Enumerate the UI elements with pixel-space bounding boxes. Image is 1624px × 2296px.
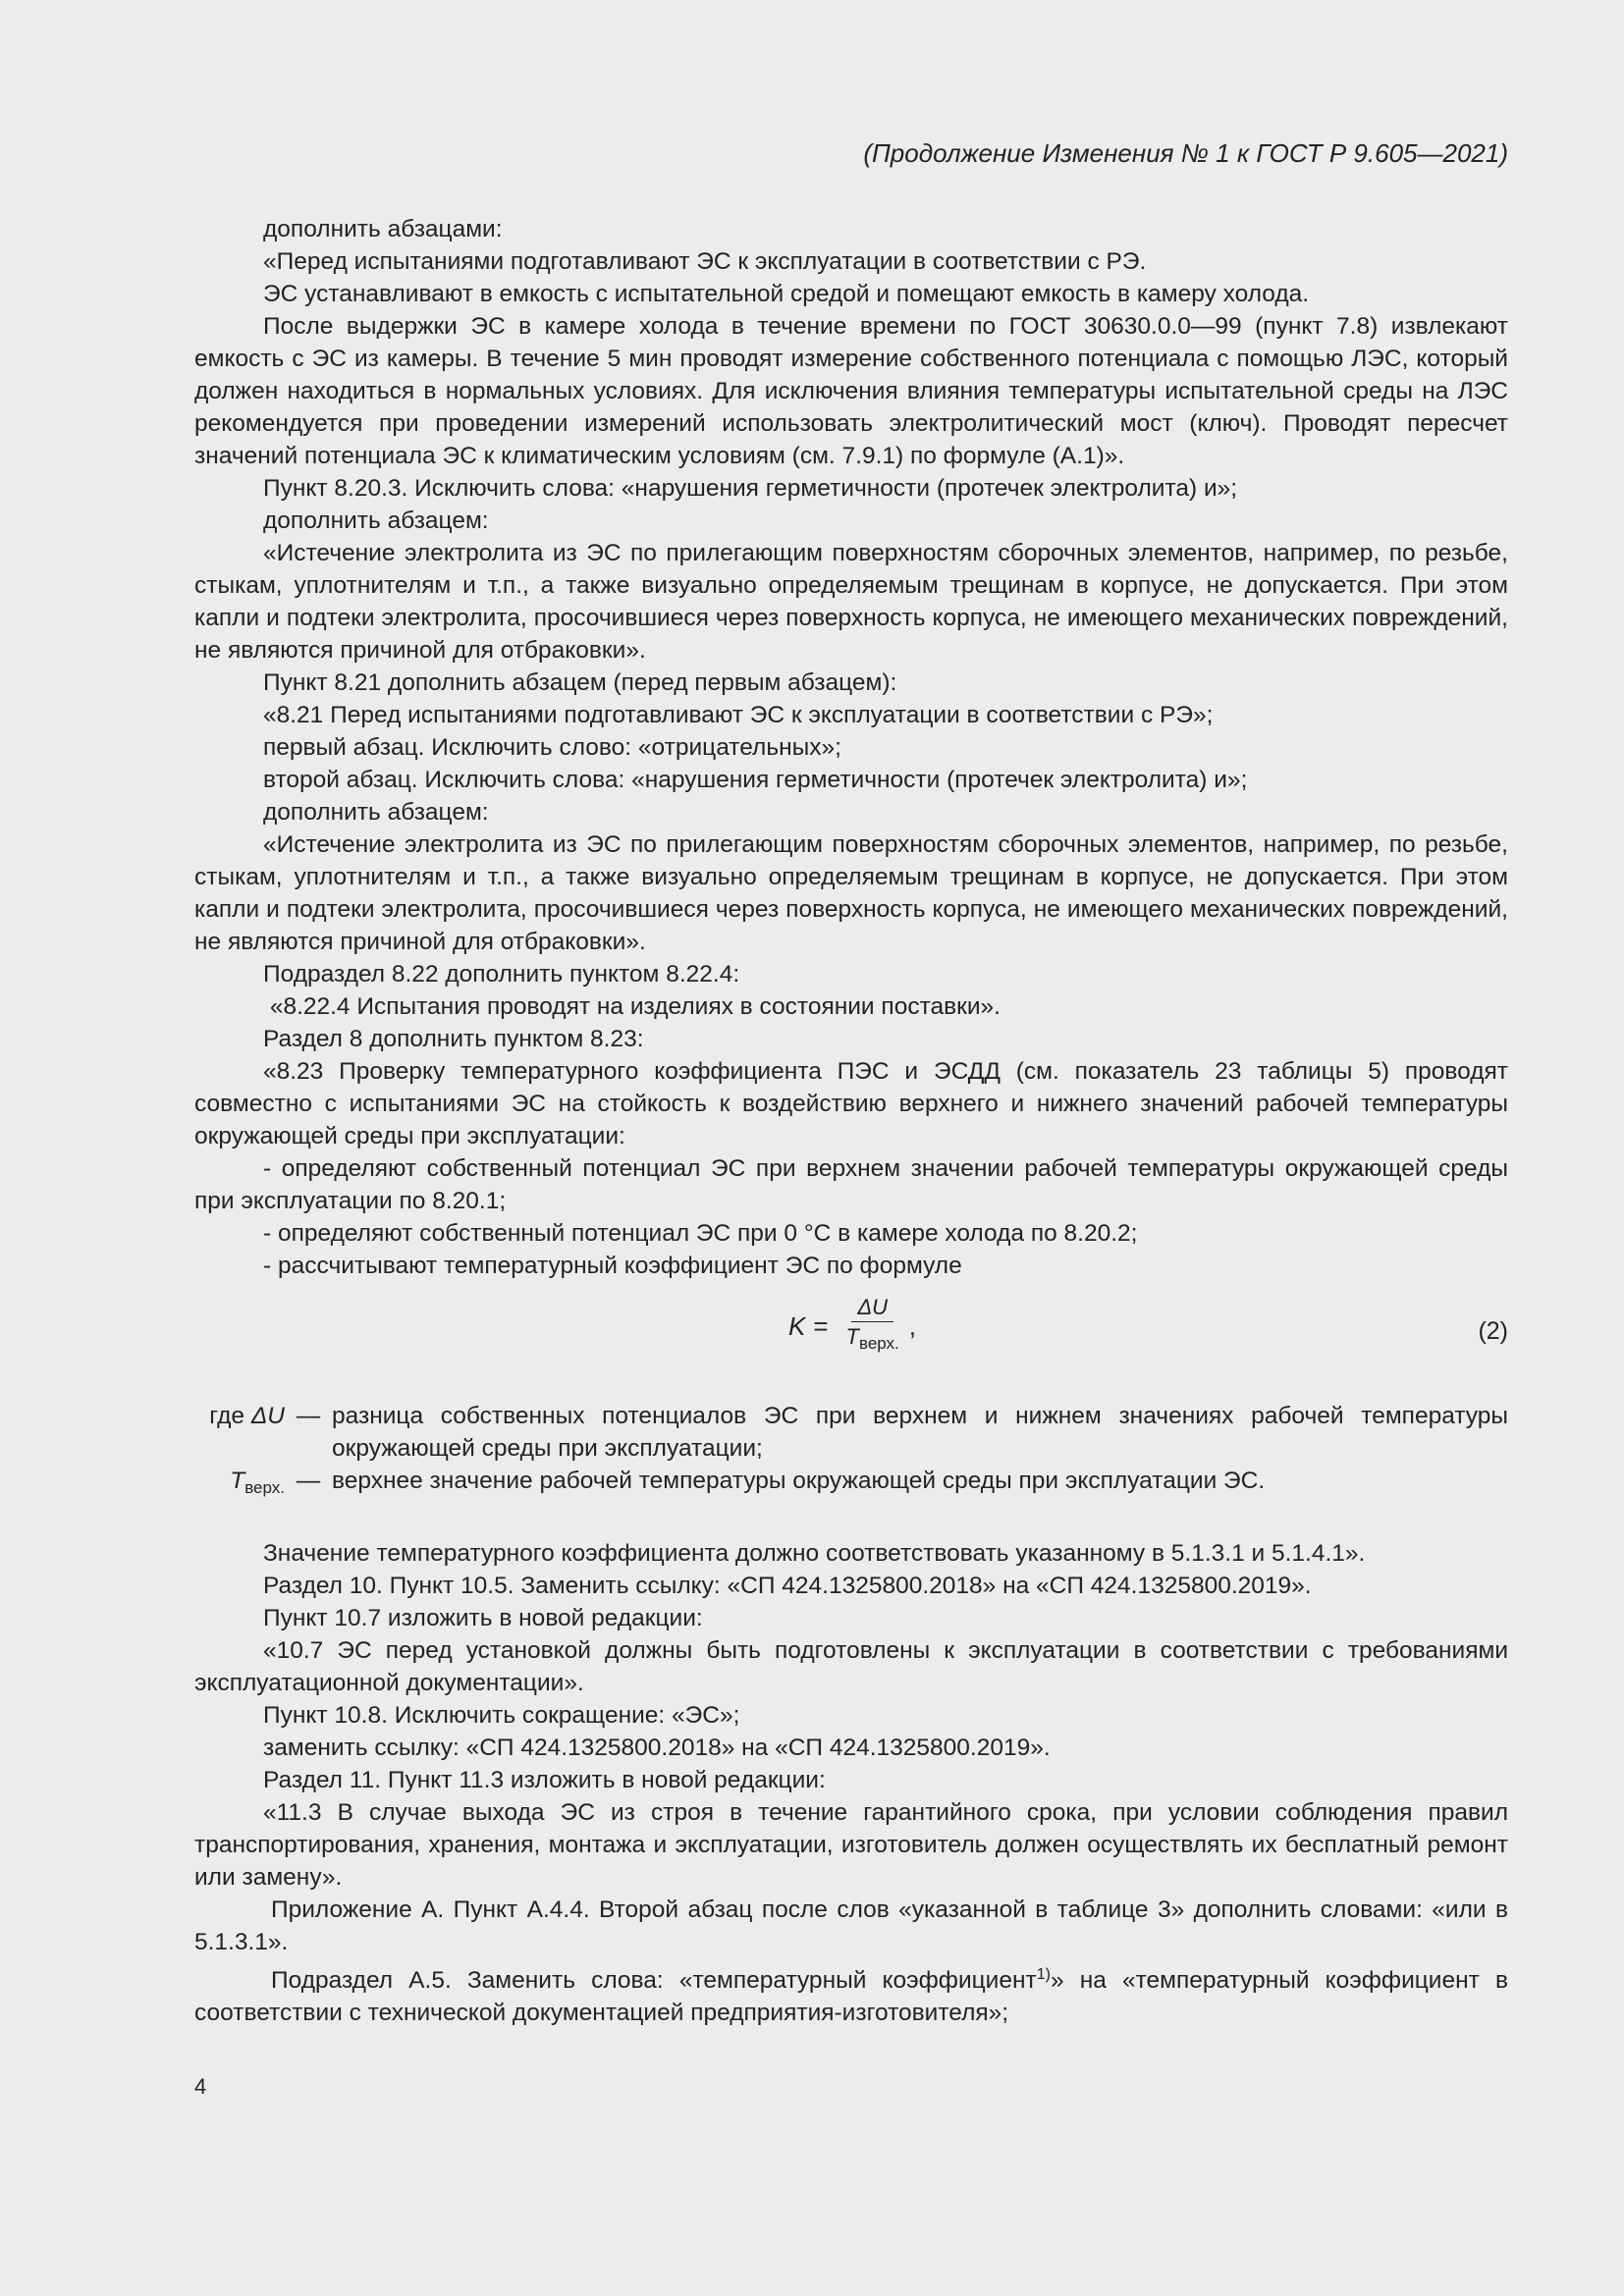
paragraph: После выдержки ЭС в камере холода в течение времени по ГОСТ 30630.0.0—99 (пункт 7.8) извлекают емкость с ЭС из камеры. В течение 5 мин проводят измерение собственного потенциала с помощью ЛЭС, который должен находиться в нормальных условиях. Для исключения влияния температуры испытательной среды на ЛЭС рекомендуется при проведении измерений использовать электролитический мост (ключ). Проводят пересчет значений потенциала ЭС к климатическим условиям (см. 7.9.1) по формуле (А.1)». bbox=[194, 313, 1508, 469]
formula-expression bbox=[788, 1294, 916, 1359]
legend-sym-sub: верх. bbox=[244, 1478, 285, 1497]
formula-numerator: ΔU bbox=[851, 1294, 893, 1322]
formula-den-main: T bbox=[845, 1324, 859, 1349]
legend-text: разница собственных потенциалов ЭС при верхнем и нижнем значениях рабочей температуры окружающей среды при эксплуатации; bbox=[332, 1403, 1508, 1462]
formula-fraction bbox=[840, 1294, 905, 1359]
legend-text: верхнее значение рабочей температуры окружающей среды при эксплуатации ЭС. bbox=[332, 1468, 1266, 1494]
paragraph: Пункт 10.8. Исключить сокращение: «ЭС»; bbox=[263, 1702, 740, 1729]
text-block-b bbox=[194, 1537, 1508, 2029]
paragraph: дополнить абзацами: bbox=[263, 216, 503, 242]
legend-prefix: где bbox=[209, 1403, 251, 1429]
paragraph: заменить ссылку: «СП 424.1325800.2018» на «СП 424.1325800.2019». bbox=[263, 1735, 1051, 1761]
last-para-after: » на «температурный коэффициент в соответствии с технической документацией предприятия-изготовителя»; bbox=[194, 1967, 1508, 2026]
paragraph: Приложение А. Пункт А.4.4. Второй абзац после слов «указанной в таблице 3» дополнить словами: «или в 5.1.3.1». bbox=[194, 1896, 1508, 1955]
paragraph: первый абзац. Исключить слово: «отрицательных»; bbox=[263, 734, 841, 761]
text-block-a bbox=[194, 213, 1508, 1282]
paragraph-last bbox=[194, 1958, 1508, 2029]
paragraph: «11.3 В случае выхода ЭС из строя в течение гарантийного срока, при условии соблюдения правил транспортирования, хранения, монтажа и эксплуатации, изготовитель должен осуществлять их бесплатный ремонт или замену». bbox=[194, 1799, 1508, 1891]
legend-dash: — bbox=[296, 1403, 321, 1429]
last-para-before: Подраздел А.5. Заменить слова: «температурный коэффициент bbox=[271, 1967, 1037, 1994]
formula-2 bbox=[194, 1294, 1508, 1372]
legend-sym: T bbox=[230, 1468, 245, 1494]
formula-tail: , bbox=[908, 1310, 917, 1341]
formula-denominator bbox=[840, 1322, 905, 1359]
footnote-ref: 1) bbox=[1036, 1966, 1051, 1983]
legend-dash: — bbox=[296, 1468, 321, 1494]
paragraph: «Истечение электролита из ЭС по прилегающим поверхностям сборочных элементов, например, по резьбе, стыкам, уплотнителям и т.п., а также визуально определяемым трещинам в корпусе, не допускается. При этом капли и подтеки электролита, просочившиеся через поверхность корпуса, не имеющего механических повреждений, не являются причиной для отбраковки». bbox=[194, 831, 1508, 955]
paragraph: «8.21 Перед испытаниями подготавливают ЭС к эксплуатации в соответствии с РЭ»; bbox=[263, 702, 1214, 728]
paragraph: Раздел 8 дополнить пунктом 8.23: bbox=[263, 1026, 644, 1052]
paragraph: Пункт 10.7 изложить в новой редакции: bbox=[263, 1605, 703, 1631]
formula-legend bbox=[194, 1400, 1508, 1504]
paragraph: - определяют собственный потенциал ЭС при 0 °С в камере холода по 8.20.2; bbox=[263, 1220, 1138, 1247]
page-header: (Продолжение Изменения № 1 к ГОСТ Р 9.605—2021) bbox=[863, 138, 1508, 168]
legend-symbol bbox=[189, 1465, 285, 1504]
paragraph: Раздел 10. Пункт 10.5. Заменить ссылку: «СП 424.1325800.2018» на «СП 424.1325800.2019». bbox=[263, 1573, 1312, 1599]
paragraph: «Истечение электролита из ЭС по прилегающим поверхностям сборочных элементов, например, по резьбе, стыкам, уплотнителям и т.п., а также визуально определяемым трещинам в корпусе, не допускается. При этом капли и подтеки электролита, просочившиеся через поверхность корпуса, не имеющего механических повреждений, не являются причиной для отбраковки». bbox=[194, 540, 1508, 664]
paragraph: Пункт 8.20.3. Исключить слова: «нарушения герметичности (протечек электролита) и»; bbox=[263, 475, 1238, 502]
legend-row bbox=[194, 1400, 1508, 1465]
legend-symbol bbox=[189, 1400, 285, 1465]
paragraph: Пункт 8.21 дополнить абзацем (перед первым абзацем): bbox=[263, 669, 897, 696]
document-page bbox=[194, 137, 1508, 2029]
formula-den-sub: верх. bbox=[858, 1334, 899, 1353]
paragraph: - рассчитывают температурный коэффициент ЭС по формуле bbox=[263, 1253, 962, 1279]
legend-row bbox=[194, 1465, 1508, 1504]
paragraph: «8.23 Проверку температурного коэффициента ПЭС и ЭСДД (см. показатель 23 таблицы 5) проводят совместно с испытаниями ЭС на стойкость к воздействию верхнего и нижнего значений рабочей температуры окружающей среды при эксплуатации: bbox=[194, 1058, 1508, 1149]
paragraph: «10.7 ЭС перед установкой должны быть подготовлены к эксплуатации в соответствии с требованиями эксплуатационной документации». bbox=[194, 1637, 1508, 1696]
paragraph: - определяют собственный потенциал ЭС при верхнем значении рабочей температуры окружающей среды при эксплуатации по 8.20.1; bbox=[194, 1155, 1508, 1214]
paragraph: Значение температурного коэффициента должно соответствовать указанному в 5.1.3.1 и 5.1.4.1». bbox=[263, 1540, 1366, 1567]
paragraph: «Перед испытаниями подготавливают ЭС к эксплуатации в соответствии с РЭ. bbox=[263, 248, 1147, 275]
formula-number: (2) bbox=[1478, 1317, 1508, 1345]
legend-sym: ΔU bbox=[250, 1403, 285, 1429]
paragraph: ЭС устанавливают в емкость с испытательной средой и помещают емкость в камеру холода. bbox=[263, 281, 1310, 307]
paragraph: второй абзац. Исключить слова: «нарушения герметичности (протечек электролита) и»; bbox=[263, 767, 1248, 793]
paragraph: Раздел 11. Пункт 11.3 изложить в новой редакции: bbox=[263, 1767, 826, 1793]
page-number: 4 bbox=[194, 2074, 207, 2099]
paragraph: дополнить абзацем: bbox=[263, 799, 489, 826]
paragraph: Подраздел 8.22 дополнить пунктом 8.22.4: bbox=[263, 961, 740, 988]
formula-lhs: K bbox=[788, 1310, 806, 1341]
paragraph: «8.22.4 Испытания проводят на изделиях в состоянии поставки». bbox=[263, 993, 1001, 1020]
formula-equals: = bbox=[813, 1310, 829, 1341]
paragraph: дополнить абзацем: bbox=[263, 507, 489, 534]
